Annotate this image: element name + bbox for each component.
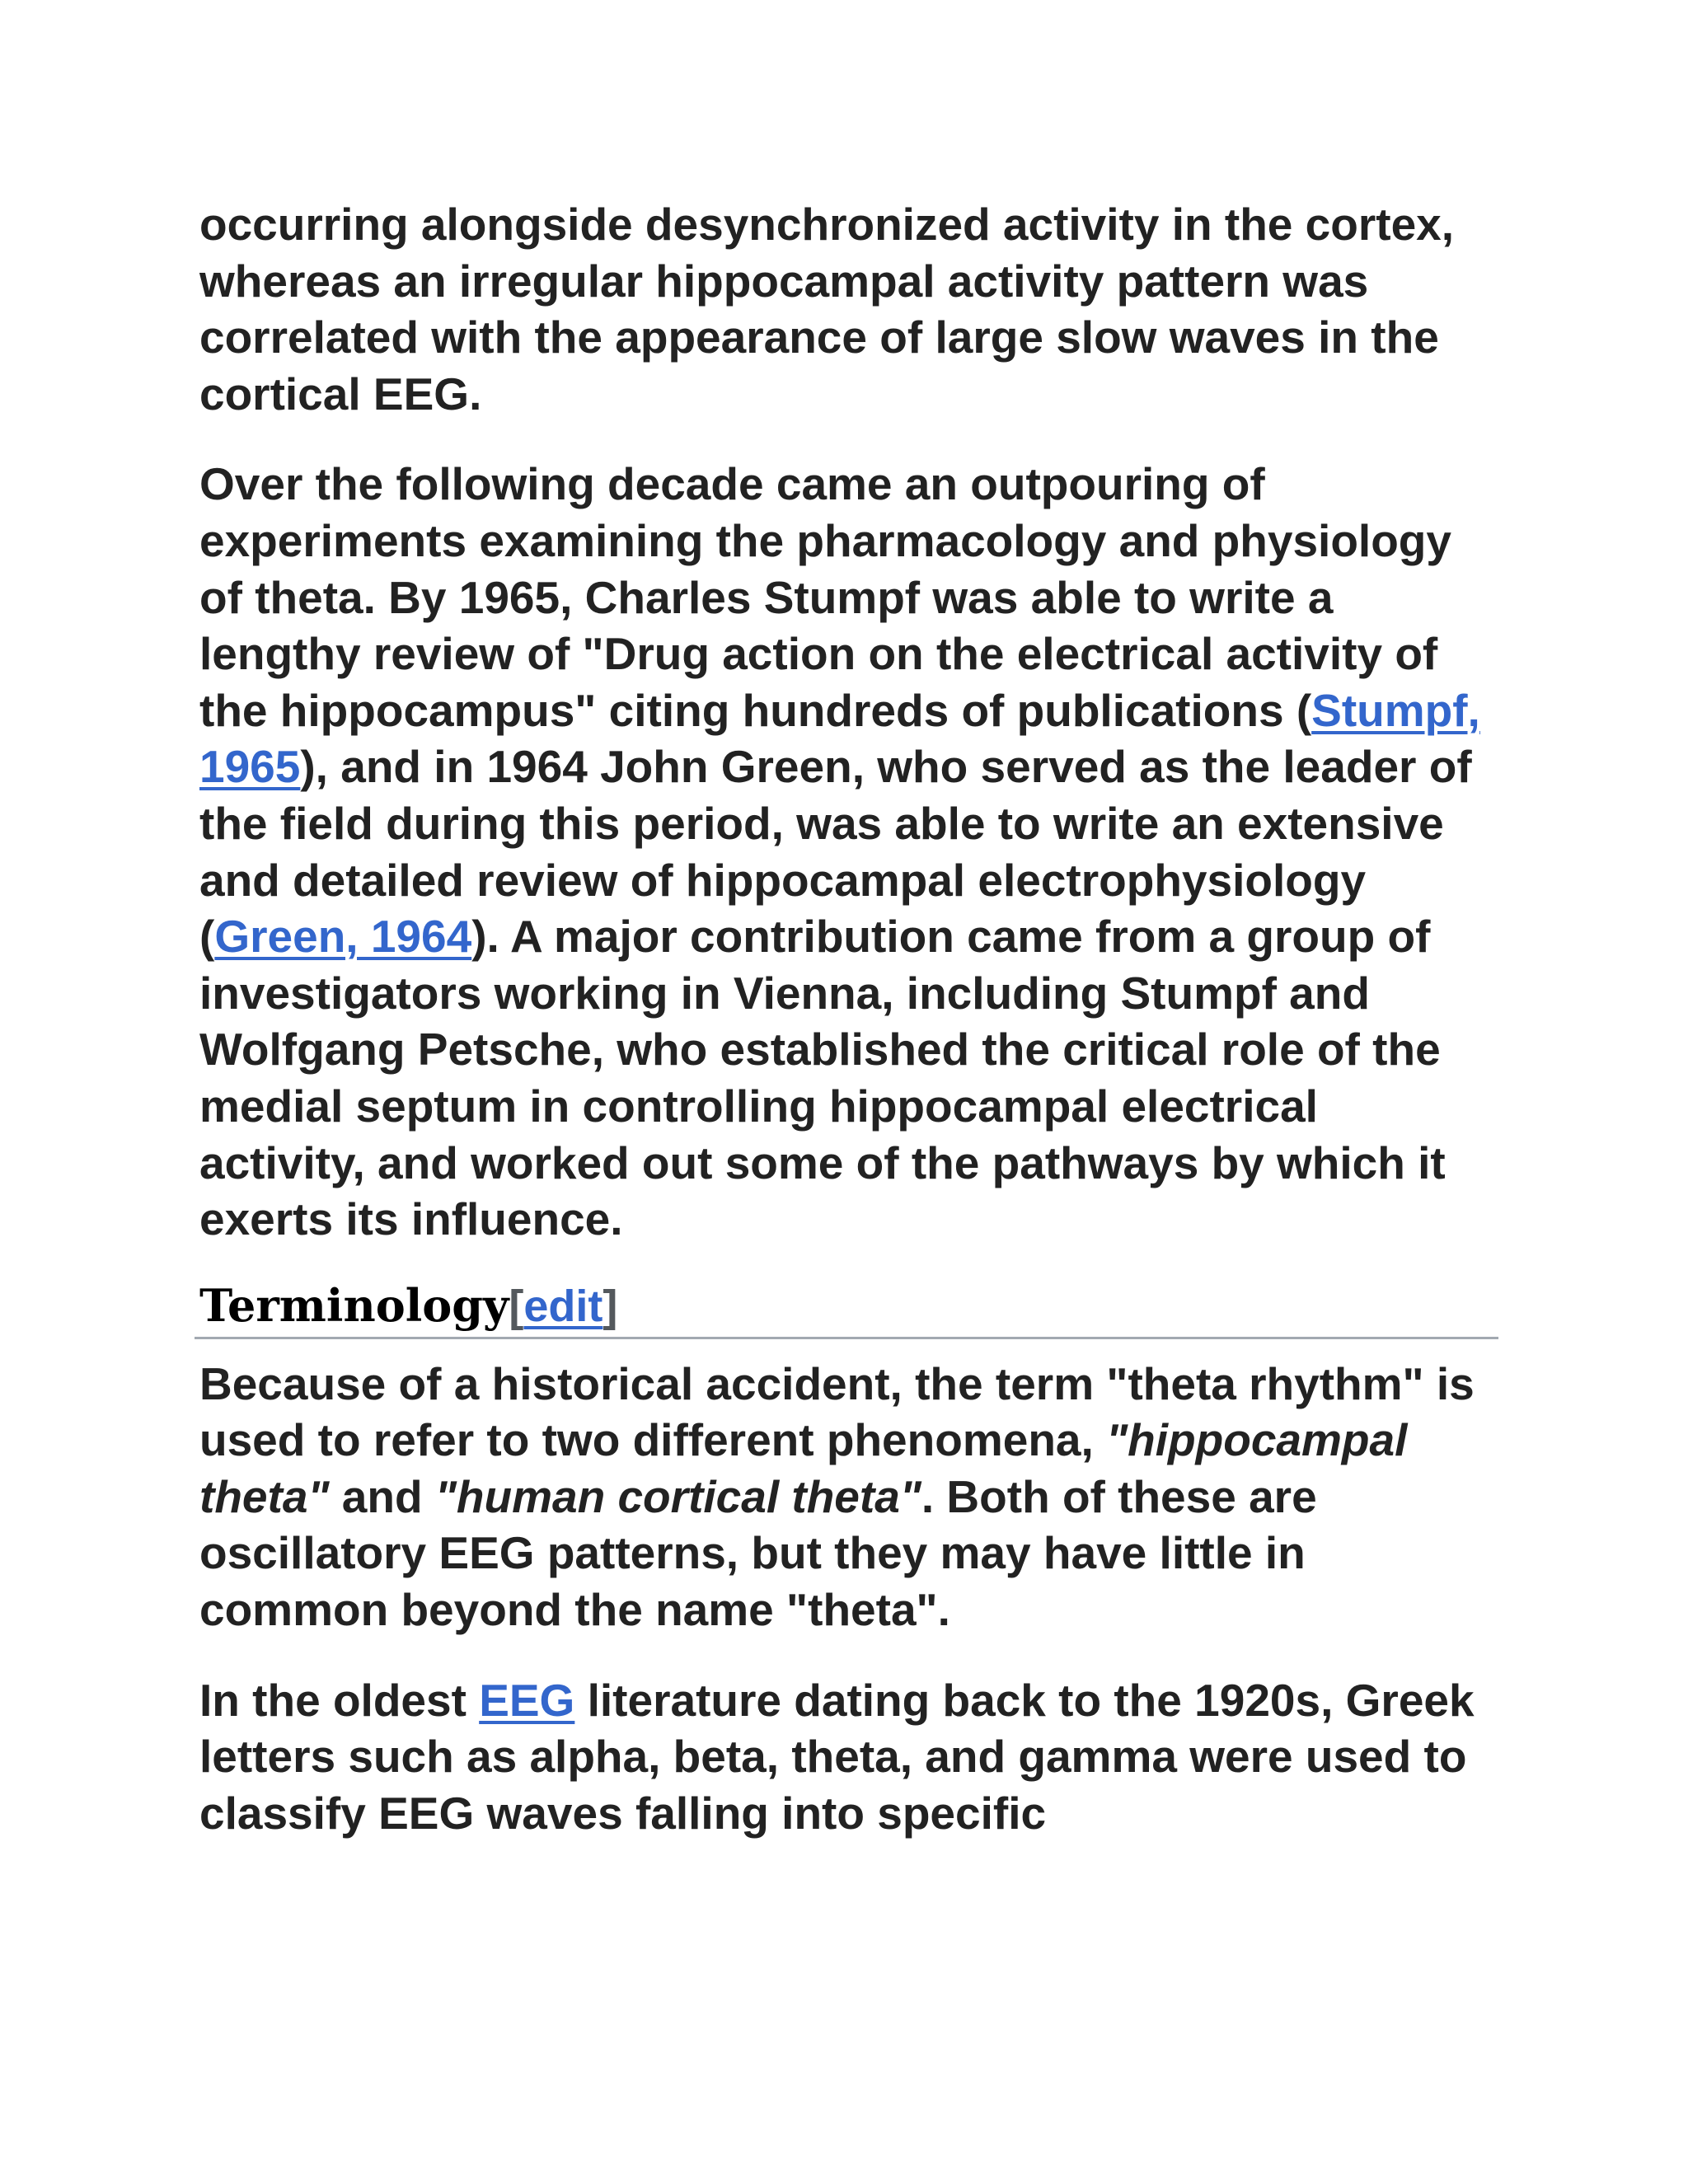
paragraph-text: literature dating back to the 1920s, Greek letters such as alpha, beta, theta, and gamma were used to classify EEG waves falling into specific: [199, 1674, 1475, 1839]
italic-term-hippocampal-theta: "hippocampal theta": [199, 1414, 1408, 1522]
article-body: [199, 196, 1493, 1875]
paragraph-text: Because of a historical accident, the term "theta rhythm" is used to refer to two different phenomena,: [199, 1357, 1475, 1466]
paragraph-text: ). A major contribution came from a group of investigators working in Vienna, including Stumpf and Wolfgang Petsche, who established the critical role of the medial septum in controlling hippocampal electrical activity, and worked out some of the pathways by which it exerts its influence.: [199, 911, 1446, 1245]
edit-section-bracket: [509, 1282, 617, 1331]
paragraph-text: and: [329, 1470, 435, 1522]
paragraph-following-decade: [199, 456, 1493, 1247]
edit-section-link[interactable]: edit: [523, 1281, 603, 1331]
citation-link-stumpf-1965[interactable]: Stumpf, 1965: [199, 684, 1480, 793]
paragraph-historical-accident: [199, 1356, 1493, 1638]
paragraph-text: In the oldest: [199, 1674, 480, 1726]
citation-link-green-1964[interactable]: Green, 1964: [214, 911, 472, 963]
section-title: Terminology: [199, 1278, 509, 1332]
bracket-close: ]: [603, 1281, 618, 1331]
paragraph-text: occurring alongside desynchronized activity in the cortex, whereas an irregular hippocampal activity pattern was correlated with the appearance of large slow waves in the cortical EEG.: [199, 199, 1455, 419]
italic-term-human-cortical-theta: "human cortical theta": [434, 1470, 921, 1522]
paragraph-text: Over the following decade came an outpouring of experiments examining the pharmacology and physiology of theta. By 1965, Charles Stumpf was able to write a lengthy review of "Drug action on the electrical activity of the hippocampus" citing hundreds of publications (: [199, 458, 1451, 736]
eeg-link[interactable]: EEG: [479, 1674, 575, 1726]
section-heading-terminology: [195, 1278, 1498, 1339]
paragraph-oldest-eeg-literature: [199, 1672, 1493, 1842]
paragraph-text: ), and in 1964 John Green, who served as the leader of the field during this period, was able to write an extensive and detailed review of hippocampal electrophysiology (: [199, 741, 1472, 963]
bracket-open: [: [509, 1281, 524, 1331]
paragraph-cortex-activity: [199, 196, 1493, 422]
paragraph-text: . Both of these are oscillatory EEG patterns, but they may have little in common beyond the name "theta".: [199, 1470, 1317, 1636]
